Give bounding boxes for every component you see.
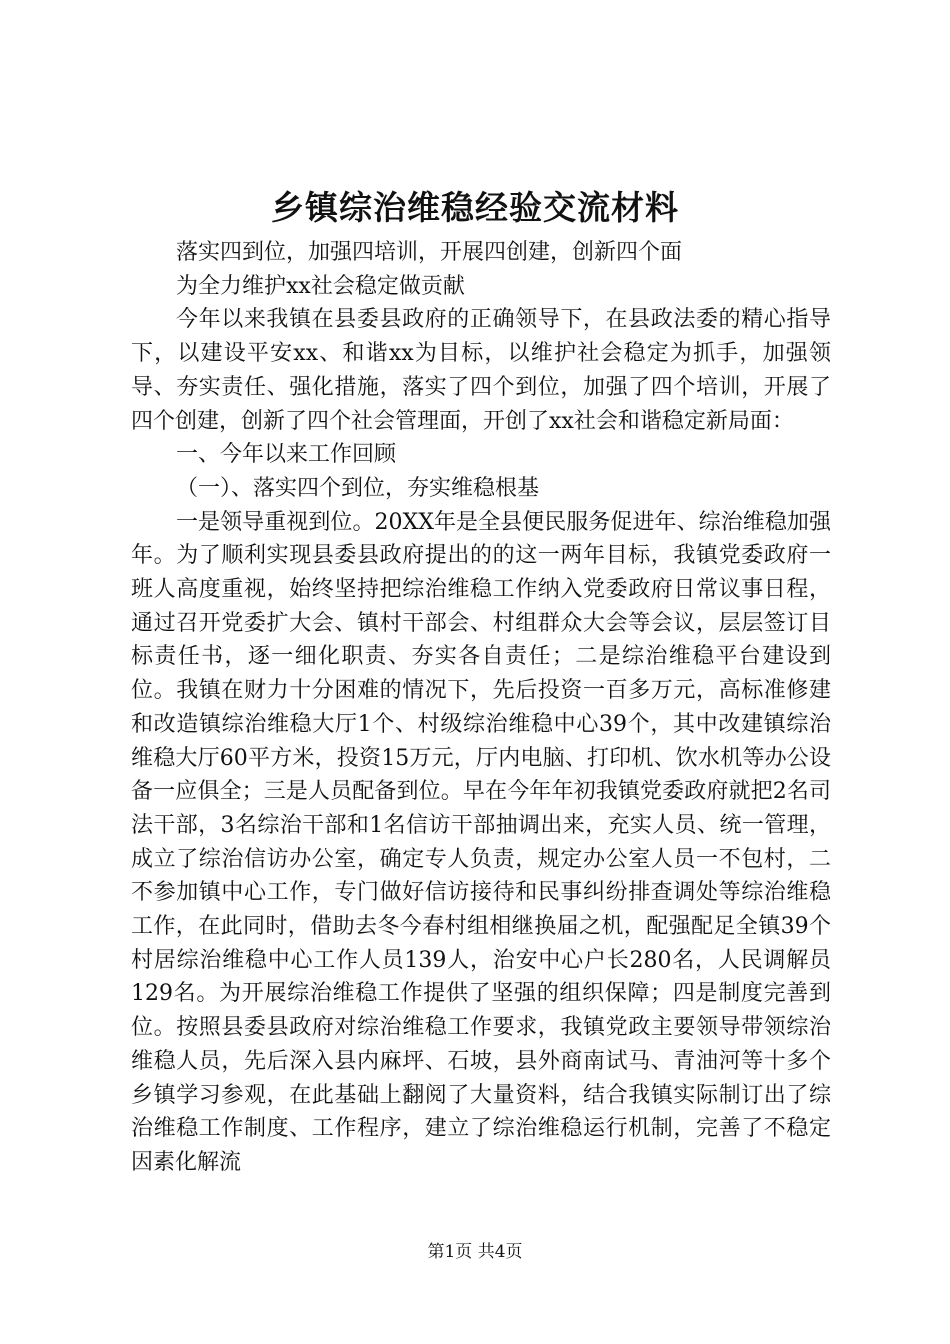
subtitle-line-2: 为全力维护xx社会稳定做贡献 [176, 273, 465, 299]
subsection-heading: （一）、落实四个到位，夯实维稳根基 [176, 475, 540, 501]
document-title: 乡镇综治维稳经验交流材料 [271, 188, 679, 227]
section-heading: 一、今年以来工作回顾 [176, 442, 397, 468]
page-number-footer: 第1页 共4页 [427, 1242, 523, 1262]
intro-paragraph: 今年以来我镇在县委县政府的正确领导下，在县政法委的精心指导下，以建设平安xx、和谐xx为目标，以维护社会稳定为抓手，加强领导、夯实责任、强化措施，落实了四个到位，加强了四个培训，开展了四个创建，创新了四个社会管理面，开创了xx社会和谐稳定新局面： [131, 307, 831, 434]
subtitle-line-1: 落实四到位，加强四培训，开展四创建，创新四个面 [176, 240, 683, 265]
body-paragraph: 一是领导重视到位。20XX年是全县便民服务促进年、综治维稳加强年。为了顺利实现县委县政府提出的的这一两年目标，我镇党委政府一班人高度重视，始终坚持把综治维稳工作纳入党委政府日常议事日程，通过召开党委扩大会、镇村干部会、村组群众大会等会议，层层签订目标责任书，逐一细化职责、夯实各自责任；二是综治维稳平台建设到位。我镇在财力十分困难的情况下，先后投资一百多万元，高标准修建和改造镇综治维稳大厅1个、村级综治维稳中心39个，其中改建镇综治维稳大厅60平方米，投资15万元，厅内电脑、打印机、饮水机等办公设备一应俱全；三是人员配备到位。早在今年年初我镇党委政府就把2名司法干部，3名综治干部和1名信访干部抽调出来，充实人员、统一管理，成立了综治信访办公室，确定专人负责，规定办公室人员一不包村，二不参加镇中心工作，专门做好信访接待和民事纠纷排查调处等综治维稳工作，在此同时，借助去冬今春村组相继换届之机，配强配足全镇39个村居综治维稳中心工作人员139人，治安中心户长280名，人民调解员129名。为开展综治维稳工作提供了坚强的组织保障；四是制度完善到位。按照县委县政府对综治维稳工作要求，我镇党政主要领导带领综治维稳人员，先后深入县内麻坪、石坡，县外商南试马、青油河等十多个乡镇学习参观，在此基础上翻阅了大量资料，结合我镇实际制订出了综治维稳工作制度、工作程序，建立了综治维稳运行机制，完善了不稳定因素化解流 [131, 509, 831, 1175]
document-body [131, 236, 831, 1180]
